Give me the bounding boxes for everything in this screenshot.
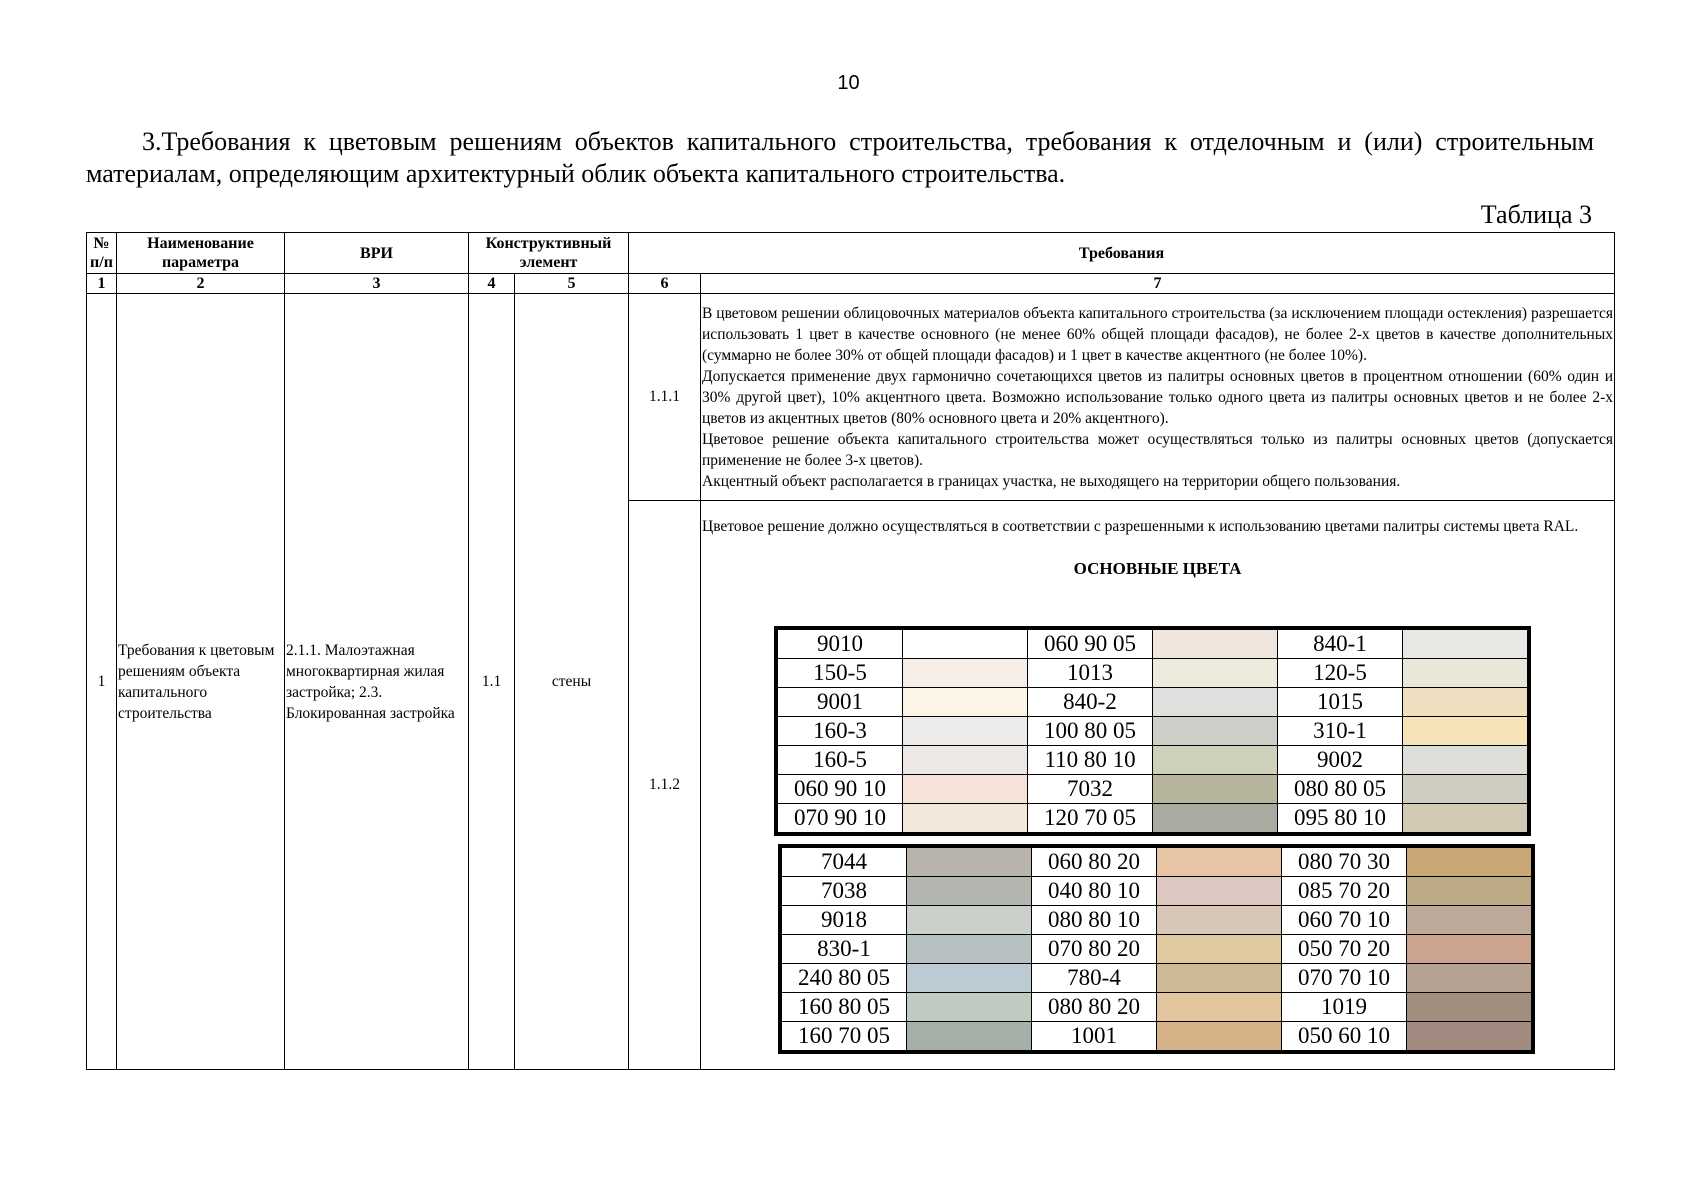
color-swatch: [1157, 906, 1282, 935]
col-number: 6: [629, 274, 701, 294]
color-swatch: [1157, 993, 1282, 1022]
req-1-code: 1.1.1: [629, 294, 701, 501]
color-swatch: [1157, 935, 1282, 964]
color-code: 095 80 10: [1278, 804, 1403, 835]
color-code: 160-3: [776, 717, 903, 746]
color-swatch: [907, 935, 1032, 964]
color-code: 060 90 05: [1028, 628, 1153, 659]
header-element: Конструктивный элемент: [469, 233, 629, 274]
col-number: 5: [515, 274, 629, 294]
header-requirements: Требования: [629, 233, 1615, 274]
color-code: 780-4: [1032, 964, 1157, 993]
color-swatch: [1153, 746, 1278, 775]
color-code: 150-5: [776, 659, 903, 688]
req-1-paragraph: В цветовом решении облицовочных материалов объекта капитального строительства (за исключением площади остекления) разрешается использовать 1 цвет в качестве основного (не менее 60% общей площади фасадов), не более 2-х цветов в качестве дополнительных (суммарно не более 30% от общей площади фасадов) и 1 цвет в качестве акцентного (не более 10%).: [702, 304, 1614, 364]
color-swatch: [1407, 993, 1534, 1022]
color-swatch: [903, 804, 1028, 835]
color-code: 070 80 20: [1032, 935, 1157, 964]
color-code: 9010: [776, 628, 903, 659]
color-swatch: [1407, 935, 1534, 964]
color-code: 110 80 10: [1028, 746, 1153, 775]
color-code: 840-1: [1278, 628, 1403, 659]
color-code: 060 80 20: [1032, 846, 1157, 877]
col-number: 2: [117, 274, 285, 294]
color-code: 7032: [1028, 775, 1153, 804]
color-palette-main: [774, 626, 1531, 836]
color-swatch: [907, 877, 1032, 906]
palette-row: [780, 877, 1533, 906]
req-1-text: [701, 294, 1615, 501]
color-code: 160 80 05: [780, 993, 907, 1022]
req-2-cell: [701, 501, 1615, 1070]
header-row: [87, 233, 1615, 274]
palette-row: [780, 993, 1533, 1022]
palette-row: [776, 746, 1529, 775]
palette-row: [780, 964, 1533, 993]
req-1-paragraph: Допускается применение двух гармонично сочетающихся цветов из палитры основных цветов в процентном отношении (60% один и 30% другой цвет), 10% акцентного цвета. Возможно использование только одного цвета из палитры основных цветов и не более 2-х цветов из акцентных цветов (80% основного цвета и 20% акцентного).: [702, 367, 1614, 427]
color-code: 840-2: [1028, 688, 1153, 717]
color-code: 120 70 05: [1028, 804, 1153, 835]
column-numbers-row: [87, 274, 1615, 294]
color-swatch: [1407, 877, 1534, 906]
element-code: 1.1: [469, 294, 515, 1070]
color-code: 060 70 10: [1282, 906, 1407, 935]
color-swatch: [903, 717, 1028, 746]
color-swatch: [1153, 688, 1278, 717]
color-code: 160-5: [776, 746, 903, 775]
color-code: 050 60 10: [1282, 1022, 1407, 1053]
palette-row: [776, 775, 1529, 804]
header-vri: ВРИ: [285, 233, 469, 274]
color-swatch: [1407, 1022, 1534, 1053]
color-swatch: [903, 659, 1028, 688]
color-swatch: [1403, 688, 1530, 717]
color-swatch: [1153, 628, 1278, 659]
palette-row: [776, 628, 1529, 659]
col-number: 7: [701, 274, 1615, 294]
color-swatch: [1403, 717, 1530, 746]
palette-row: [776, 804, 1529, 835]
color-code: 085 70 20: [1282, 877, 1407, 906]
table-row: [87, 294, 1615, 501]
color-code: 7044: [780, 846, 907, 877]
req-2-code: 1.1.2: [629, 501, 701, 1070]
req-1-paragraph: Цветовое решение объекта капитального строительства может осуществляться только из палитры основных цветов (допускается применение не более 3-х цветов).: [702, 430, 1614, 469]
color-palette-additional: [778, 844, 1535, 1054]
param-cell: Требования к цветовым решениям объекта капитального строительства: [117, 294, 285, 1070]
color-code: 050 70 20: [1282, 935, 1407, 964]
palette-row: [780, 846, 1533, 877]
vri-cell: 2.1.1. Малоэтажная многоквартирная жилая застройка; 2.3. Блокированная застройка: [285, 294, 469, 1070]
col-number: 1: [87, 274, 117, 294]
color-code: 080 70 30: [1282, 846, 1407, 877]
color-code: 310-1: [1278, 717, 1403, 746]
req-2-text: Цветовое решение должно осуществляться в соответствии с разрешенными к использованию цветами палитры системы цвета RAL.: [702, 518, 1579, 535]
color-swatch: [1403, 628, 1530, 659]
color-swatch: [1157, 846, 1282, 877]
color-code: 830-1: [780, 935, 907, 964]
color-swatch: [903, 775, 1028, 804]
color-code: 9001: [776, 688, 903, 717]
col-number: 3: [285, 274, 469, 294]
section-heading: 3.Требования к цветовым решениям объектов капитального строительства, требования к отделочным и (или) строительным материалам, определяющим архитектурный облик объекта капитального строительства.: [86, 127, 1594, 188]
color-swatch: [907, 846, 1032, 877]
color-code: 9018: [780, 906, 907, 935]
palette-row: [780, 906, 1533, 935]
color-code: 160 70 05: [780, 1022, 907, 1053]
color-code: 060 90 10: [776, 775, 903, 804]
color-swatch: [1403, 775, 1530, 804]
color-swatch: [903, 746, 1028, 775]
color-code: 7038: [780, 877, 907, 906]
color-code: 080 80 10: [1032, 906, 1157, 935]
color-code: 1019: [1282, 993, 1407, 1022]
color-swatch: [1153, 717, 1278, 746]
col-number: 4: [469, 274, 515, 294]
palette-row: [780, 935, 1533, 964]
color-swatch: [1403, 804, 1530, 835]
color-code: 070 90 10: [776, 804, 903, 835]
color-code: 070 70 10: [1282, 964, 1407, 993]
row-number: 1: [87, 294, 117, 1070]
color-code: 080 80 05: [1278, 775, 1403, 804]
color-code: 1013: [1028, 659, 1153, 688]
requirements-table: [86, 232, 1615, 1070]
color-code: 9002: [1278, 746, 1403, 775]
palette-row: [780, 1022, 1533, 1053]
palette-row: [776, 659, 1529, 688]
color-code: 100 80 05: [1028, 717, 1153, 746]
color-swatch: [903, 688, 1028, 717]
color-code: 040 80 10: [1032, 877, 1157, 906]
color-code: 240 80 05: [780, 964, 907, 993]
color-swatch: [1153, 659, 1278, 688]
color-swatch: [1153, 775, 1278, 804]
table-caption: Таблица 3: [1480, 200, 1592, 229]
color-swatch: [1157, 964, 1282, 993]
color-code: 1015: [1278, 688, 1403, 717]
color-swatch: [1407, 846, 1534, 877]
color-swatch: [1407, 964, 1534, 993]
color-swatch: [1153, 804, 1278, 835]
header-param: Наименование параметра: [117, 233, 285, 274]
req-1-paragraph: Акцентный объект располагается в границах участка, не выходящего на территории общего пользования.: [702, 472, 1401, 490]
header-num: № п/п: [87, 233, 117, 274]
color-code: 1001: [1032, 1022, 1157, 1053]
page-number: 10: [837, 72, 860, 94]
color-swatch: [907, 906, 1032, 935]
palette-row: [776, 717, 1529, 746]
color-swatch: [1157, 1022, 1282, 1053]
color-swatch: [1403, 746, 1530, 775]
color-code: 120-5: [1278, 659, 1403, 688]
palette-row: [776, 688, 1529, 717]
color-code: 080 80 20: [1032, 993, 1157, 1022]
color-swatch: [907, 1022, 1032, 1053]
color-swatch: [1157, 877, 1282, 906]
color-swatch: [903, 628, 1028, 659]
color-swatch: [1407, 906, 1534, 935]
element-name: стены: [515, 294, 629, 1070]
color-swatch: [907, 993, 1032, 1022]
color-swatch: [1403, 659, 1530, 688]
color-swatch: [907, 964, 1032, 993]
palette-title: ОСНОВНЫЕ ЦВЕТА: [1073, 559, 1242, 578]
